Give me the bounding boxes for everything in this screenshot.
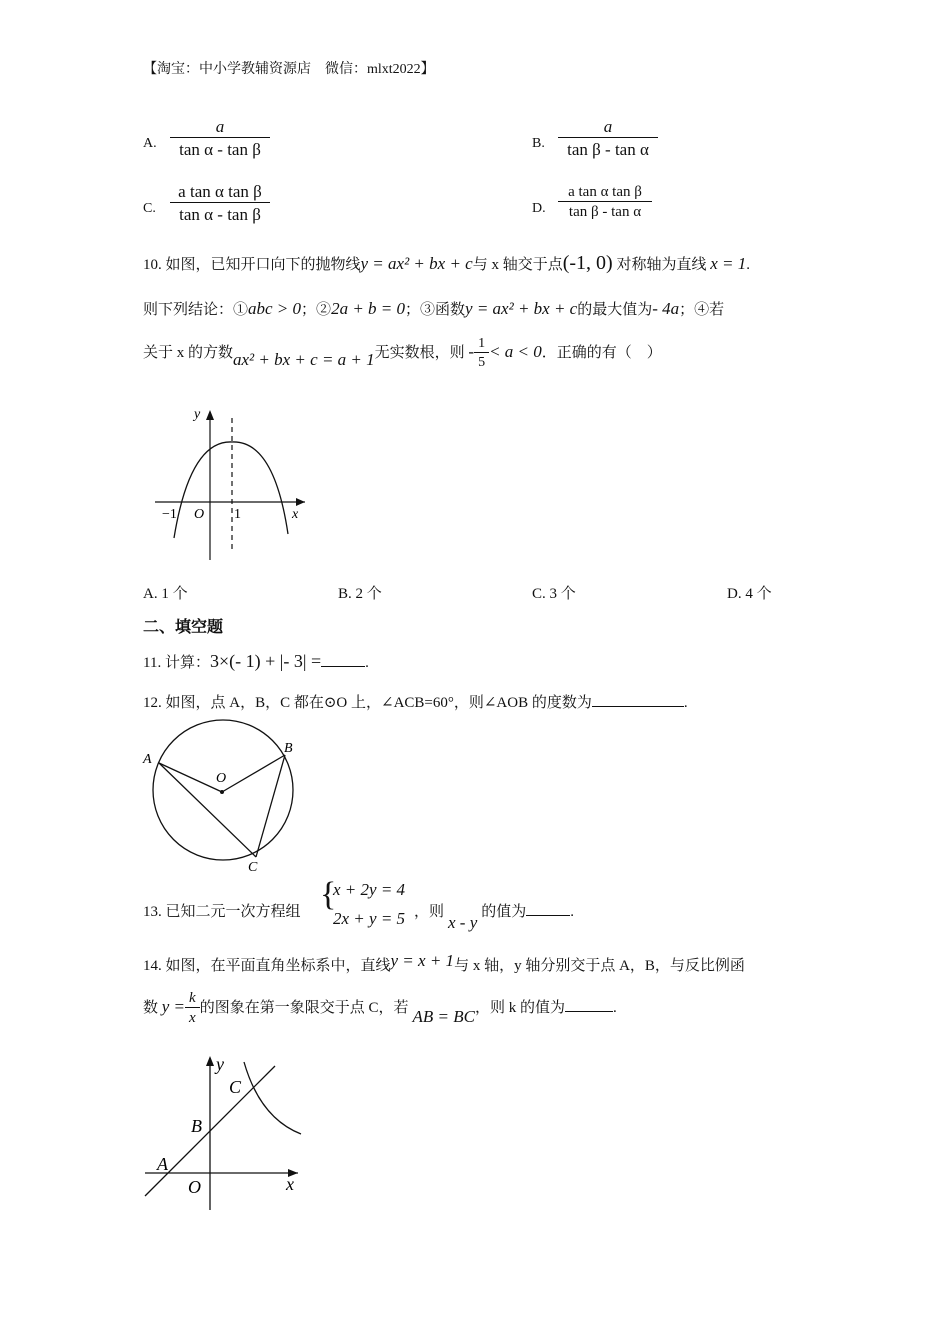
q10-line2-b: ；②: [301, 302, 332, 318]
q10-line2: [143, 298, 724, 319]
section-heading: 二、填空题: [143, 617, 224, 636]
q11-text: 计算：: [164, 655, 210, 671]
q10-range-right: < a < 0: [489, 341, 542, 361]
q9-a-denominator: tan α - tan β: [170, 137, 270, 160]
q10-answer-a[interactable]: A. 1 个: [143, 586, 188, 602]
q14-line-equation: y = x + 1: [390, 951, 455, 970]
q9-option-b-fraction[interactable]: [558, 117, 658, 160]
label-a: A: [157, 1154, 168, 1174]
center-point: [220, 790, 224, 794]
q10-line2-d: 的最大值为: [577, 302, 653, 318]
q9-c-numerator: a tan α tan β: [178, 182, 262, 201]
q10-answer-c[interactable]: C. 3 个: [532, 586, 576, 602]
q13-eq1: x + 2y = 4: [333, 880, 406, 899]
q13-brace: {: [320, 876, 337, 913]
q14-line1: [143, 951, 745, 975]
label-c: C: [248, 860, 258, 873]
q14-x-den: x: [185, 1007, 200, 1027]
q10-text-c: 对称轴为直线: [616, 257, 707, 273]
q13-number: 13.: [143, 904, 162, 920]
q10-range-den: 5: [474, 352, 489, 371]
graph-origin-label: O: [194, 507, 205, 522]
q10-number: 10.: [143, 257, 162, 273]
q14-number: 14.: [143, 958, 162, 974]
q12-answer-blank[interactable]: [592, 706, 684, 707]
q9-option-c-label: C.: [143, 201, 156, 216]
q10-line3-a: 关于 x 的方数: [143, 344, 234, 361]
q11-tail: .: [365, 655, 369, 671]
circle-o: [153, 720, 293, 860]
q14-line1-a: 如图，在平面直角坐标系中，直线: [165, 958, 391, 974]
q9-b-denominator: tan β - tan α: [558, 137, 658, 160]
graph-y-label: y: [194, 407, 201, 422]
q10-range-num: 1: [478, 336, 486, 351]
q13-answer-blank[interactable]: [526, 915, 570, 916]
q11-number: 11.: [143, 655, 162, 671]
graph-one-label: 1: [234, 507, 241, 522]
y-axis-arrow-icon: [206, 410, 214, 420]
label-x: x: [286, 1174, 294, 1194]
q10-line1: 10. 如图，已知开口向下的抛物线y = ax² + bx + c与 x 轴交于点(-1, 0) 对称轴为直线 x = 1.: [143, 252, 751, 274]
q10-conclusion-1: abc > 0: [248, 299, 302, 318]
q13-number-text: [143, 900, 301, 921]
q14-coordinate-figure: [140, 1050, 310, 1212]
q9-d-numerator: a tan α tan β: [568, 184, 642, 200]
q12-text: 如图，点 A，B，C 都在⊙O 上，∠ACB=60°，则∠AOB 的度数为: [165, 695, 592, 711]
q10-line2-a: 则下列结论：①: [143, 302, 249, 318]
q10-line3-c: ．正确的有（ ）: [541, 344, 662, 361]
segment-ao: [159, 763, 222, 792]
label-b: B: [284, 741, 293, 756]
q13-tail: .: [570, 904, 575, 920]
q14-k-num: k: [189, 990, 196, 1006]
label-o: O: [216, 771, 227, 786]
label-b: B: [191, 1116, 202, 1136]
q13-text-c: 的值为: [481, 904, 527, 920]
q10-parabola-graph: [150, 400, 315, 565]
q10-line3: [143, 336, 662, 371]
q13-eq2: 2x + y = 5: [333, 909, 406, 928]
q13-text-a: 已知二元一次方程组: [165, 904, 301, 920]
q9-option-d-label: D.: [532, 201, 546, 216]
parabola-curve: [174, 442, 288, 538]
q9-c-denominator: tan α - tan β: [170, 202, 270, 225]
segment-ac: [159, 763, 256, 857]
y-axis-arrow-icon: [206, 1056, 214, 1066]
q9-d-denominator: tan β - tan α: [558, 201, 652, 221]
hyperbola-curve: [244, 1062, 301, 1134]
label-y: y: [216, 1054, 224, 1074]
q14-line2-c: ，则 k 的值为: [474, 999, 565, 1016]
q10-conclusion-3: y = ax² + bx + c: [465, 299, 578, 318]
page-header: 【淘宝：中小学教辅资源店 微信：mlxt2022】: [143, 62, 435, 77]
q12-tail: .: [683, 695, 688, 711]
q14-y-equals: y =: [161, 996, 186, 1016]
q14-line2-a: 数: [143, 999, 159, 1016]
q14-line2: [143, 990, 617, 1027]
q13-expression: x - y: [448, 913, 478, 932]
q9-option-a-label: A.: [143, 136, 157, 151]
q10-conclusion-2: 2a + b = 0: [331, 299, 406, 318]
q11-answer-blank[interactable]: [321, 666, 365, 667]
graph-x-label: x: [292, 507, 299, 522]
label-a: A: [143, 752, 152, 767]
q10-answer-d[interactable]: D. 4 个: [727, 586, 772, 602]
q10-conclusion-4: ax² + bx + c = a + 1: [233, 349, 375, 369]
q12-line: [143, 691, 688, 712]
q10-answer-b[interactable]: B. 2 个: [338, 586, 382, 602]
q12-circle-figure: [140, 715, 305, 873]
x-axis-arrow-icon: [296, 498, 305, 506]
q11-expression: 3×(- 1) + |- 3| =: [209, 651, 322, 671]
q9-option-d-fraction[interactable]: [558, 184, 652, 221]
q12-number: 12.: [143, 695, 162, 711]
q10-text-b: 与 x 轴交于点: [472, 257, 563, 273]
q10-line3-b: 无实数根，则: [374, 344, 465, 361]
q14-condition: AB = BC: [412, 1006, 475, 1026]
q13-text-b: ，则: [414, 904, 445, 920]
q14-tail: .: [612, 999, 617, 1016]
q10-text-a: 如图，已知开口向下的抛物线: [165, 257, 361, 273]
q11-line: [143, 651, 369, 672]
q10-axis-equation: x = 1: [710, 254, 747, 273]
q14-line1-b: 与 x 轴，y 轴分别交于点 A，B，与反比例函: [454, 958, 745, 974]
q10-parabola-equation: y = ax² + bx + c: [360, 254, 473, 273]
q13-tail-line: [414, 900, 575, 932]
q9-option-a-fraction[interactable]: [170, 117, 270, 160]
q9-option-b-label: B.: [532, 136, 545, 151]
graph-neg1-label: −1: [162, 507, 177, 522]
q14-answer-blank[interactable]: [565, 1011, 613, 1012]
q10-line2-c: ；③函数: [405, 302, 466, 318]
q14-line2-b: 的图象在第一象限交于点 C，若: [199, 999, 409, 1016]
q9-a-numerator: a: [215, 117, 225, 136]
q9-option-c-fraction[interactable]: [170, 182, 270, 225]
label-o: O: [188, 1177, 201, 1197]
label-c: C: [229, 1077, 242, 1097]
q10-line2-e: ；④若: [679, 302, 725, 318]
q10-max-value: - 4a: [652, 299, 680, 318]
q10-range-minus: -: [468, 341, 475, 361]
q10-point: (-1, 0): [562, 252, 613, 274]
q9-b-numerator: a: [603, 117, 613, 136]
